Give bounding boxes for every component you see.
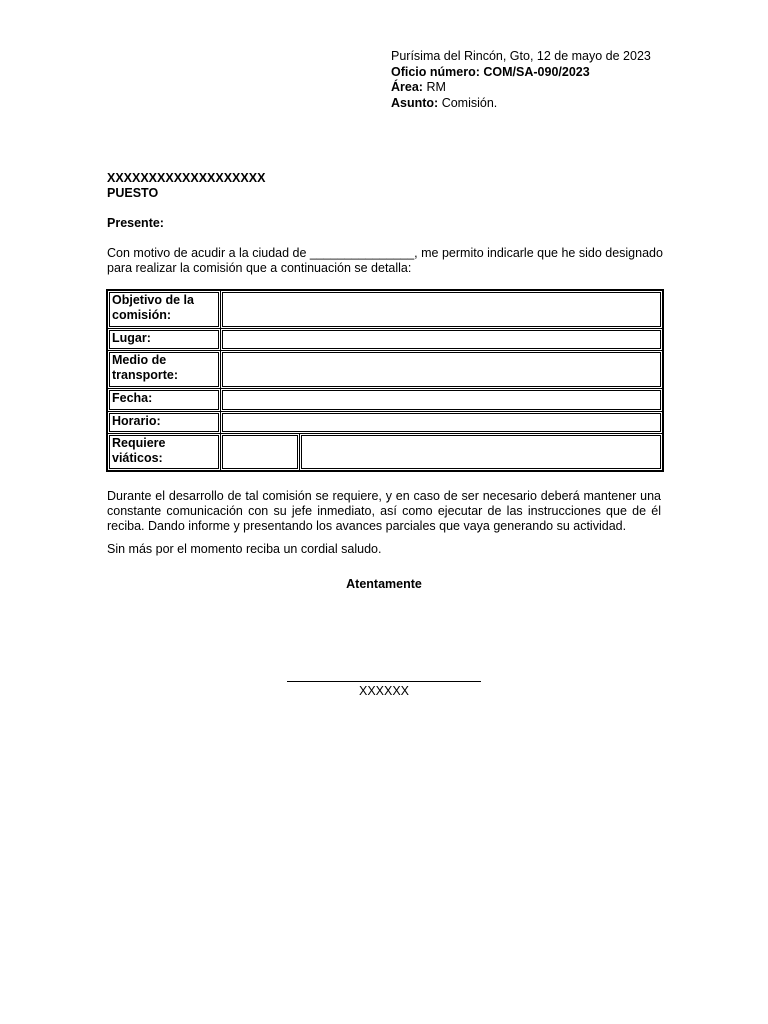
horario-value [221, 411, 664, 433]
area-label: Área: [391, 80, 423, 94]
oficio-value: COM/SA-090/2023 [483, 64, 590, 79]
signer-name: XXXXXX [358, 684, 410, 698]
atentamente: Atentamente [346, 577, 422, 591]
area-value: RM [426, 80, 446, 94]
intro-line: Con motivo de acudir a la ciudad de _______________, me permito indicarle que he sido designado [107, 246, 663, 260]
letter-header [391, 49, 691, 111]
body-line: constante comunicación con su jefe inmediato, así como ejecutar de las instrucciones que de él [107, 504, 661, 518]
fecha-label: Fecha: [107, 388, 221, 411]
asunto-label: Asunto: [391, 95, 439, 110]
viaticos-detail [300, 433, 664, 471]
oficio-label: Oficio número: [391, 64, 480, 79]
intro-paragraph [107, 246, 661, 276]
horario-label: Horario: [107, 411, 221, 433]
addressee-position: PUESTO [107, 186, 159, 200]
greeting: Presente: [107, 216, 164, 230]
closing-text: Sin más por el momento reciba un cordial saludo. [107, 542, 382, 556]
place-date: Purísima del Rincón, Gto, 12 de mayo de 2023 [391, 49, 651, 63]
viaticos-answer [221, 433, 300, 471]
oficio-number [391, 65, 691, 81]
objetivo-value [221, 290, 664, 328]
body-paragraph [107, 489, 661, 534]
intro-line: para realizar la comisión que a continuación se detalla: [107, 261, 412, 275]
asunto-value: Comisión. [441, 95, 498, 110]
lugar-value [221, 328, 664, 350]
signature-line [287, 681, 481, 682]
addressee-name: XXXXXXXXXXXXXXXXXXX [107, 171, 266, 185]
addressee [107, 171, 265, 201]
objetivo-label: Objetivo de la comisión: [107, 290, 221, 328]
body-line: Durante el desarrollo de tal comisión se requiere, y en caso de ser necesario deberá mantener una [107, 489, 661, 503]
fecha-value [221, 388, 664, 411]
lugar-label: Lugar: [107, 328, 221, 350]
medio-value [221, 350, 664, 388]
medio-label: Medio de transporte: [107, 350, 221, 388]
viaticos-label: Requiere viáticos: [107, 433, 221, 471]
commission-table [106, 289, 664, 472]
area [391, 80, 691, 96]
body-line: reciba. Dando informe y presentando los avances parciales que vaya generando su actividad. [107, 519, 627, 533]
asunto [391, 96, 691, 112]
